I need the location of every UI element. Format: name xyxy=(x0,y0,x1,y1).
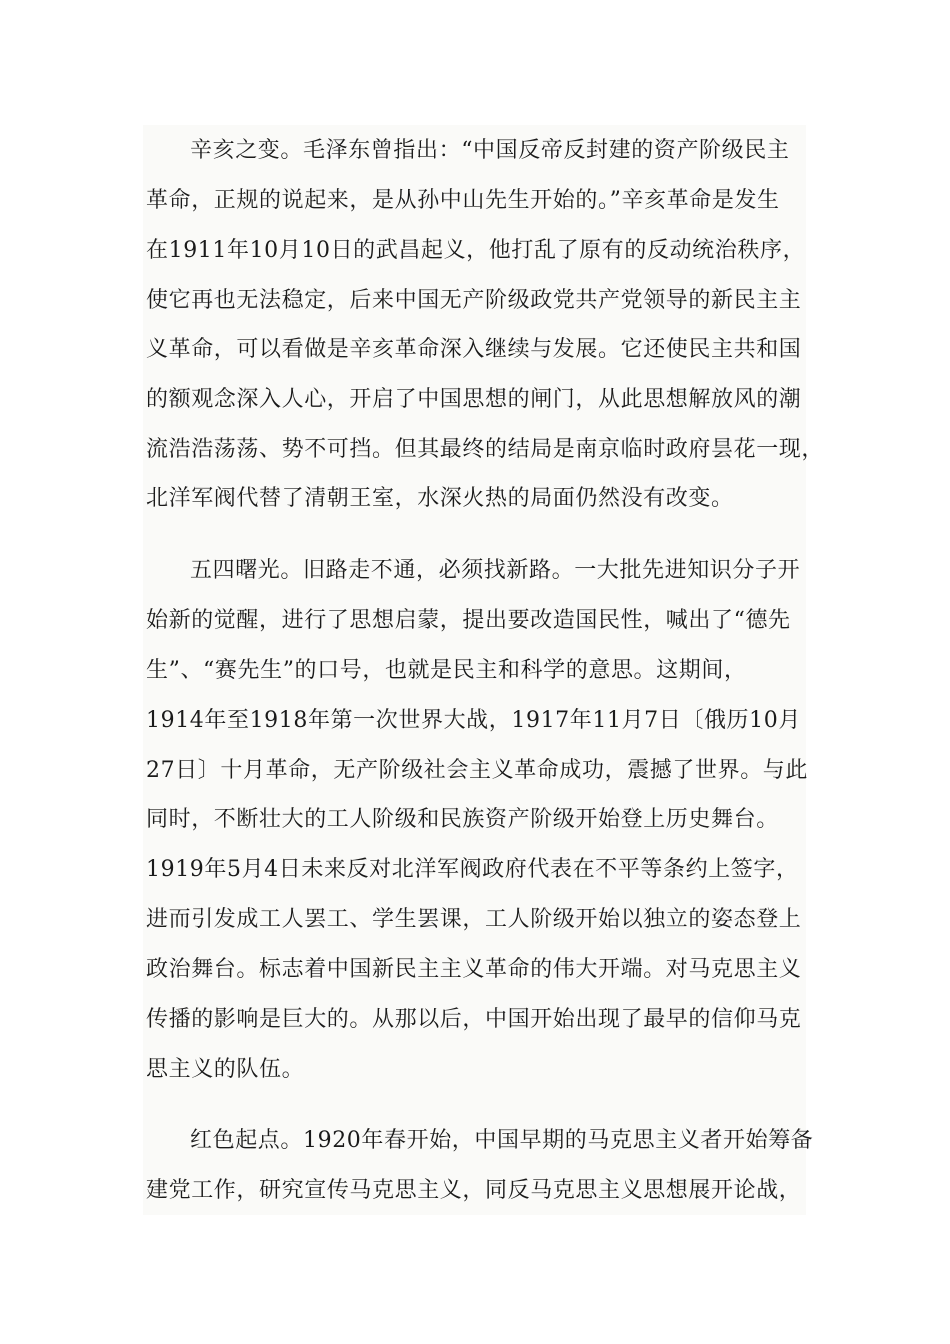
paragraph-line: 27日〕十月革命，无产阶级社会主义革命成功，震撼了世界。与此 xyxy=(146,758,808,783)
paragraph-line: 始新的觉醒，进行了思想启蒙，提出要改造国民性，喊出了“德先 xyxy=(146,608,791,633)
paragraph-line: 北洋军阀代替了清朝王室，水深火热的局面仍然没有改变。 xyxy=(146,486,734,511)
paragraph-line: 生”、“赛先生”的口号，也就是民主和科学的意思。这期间， xyxy=(146,658,747,683)
paragraph-line: 辛亥之变。毛泽东曾指出：“中国反帝反封建的资产阶级民主 xyxy=(190,138,790,163)
paragraph-line: 革命，正规的说起来，是从孙中山先生开始的。”辛亥革命是发生 xyxy=(146,188,780,213)
paragraph-line: 的额观念深入人心，开启了中国思想的闸门，从此思想解放风的潮 xyxy=(146,387,802,412)
paragraph-line: 1919年5月4日未来反对北洋军阀政府代表在不平等条约上签字， xyxy=(146,857,799,882)
paragraph-line: 流浩浩荡荡、势不可挡。但其最终的结局是南京临时政府昙花一现， xyxy=(146,437,825,462)
paragraph-line: 建党工作，研究宣传马克思主义，同反马克思主义思想展开论战， xyxy=(146,1178,802,1203)
paragraph-line: 同时，不断壮大的工人阶级和民族资产阶级开始登上历史舞台。 xyxy=(146,807,779,832)
paragraph-line: 进而引发成工人罢工、学生罢课，工人阶级开始以独立的姿态登上 xyxy=(146,907,802,932)
paragraph-line: 传播的影响是巨大的。从那以后，中国开始出现了最早的信仰马克 xyxy=(146,1007,802,1032)
paragraph-line: 1914年至1918年第一次世界大战，1917年11月7日〔俄历10月 xyxy=(146,708,801,733)
paragraph-line: 思主义的队伍。 xyxy=(146,1057,305,1082)
paragraph-line: 政治舞台。标志着中国新民主主义革命的伟大开端。对马克思主义 xyxy=(146,957,802,982)
paragraph-line: 红色起点。1920年春开始，中国早期的马克思主义者开始筹备 xyxy=(190,1128,814,1153)
paragraph-line: 使它再也无法稳定，后来中国无产阶级政党共产党领导的新民主主 xyxy=(146,288,802,313)
paragraph-line: 五四曙光。旧路走不通，必须找新路。一大批先进知识分子开 xyxy=(190,558,801,583)
paragraph-line: 在1911年10月10日的武昌起义，他打乱了原有的反动统治秩序， xyxy=(146,238,806,263)
paragraph-line: 义革命，可以看做是辛亥革命深入继续与发展。它还使民主共和国 xyxy=(146,337,802,362)
